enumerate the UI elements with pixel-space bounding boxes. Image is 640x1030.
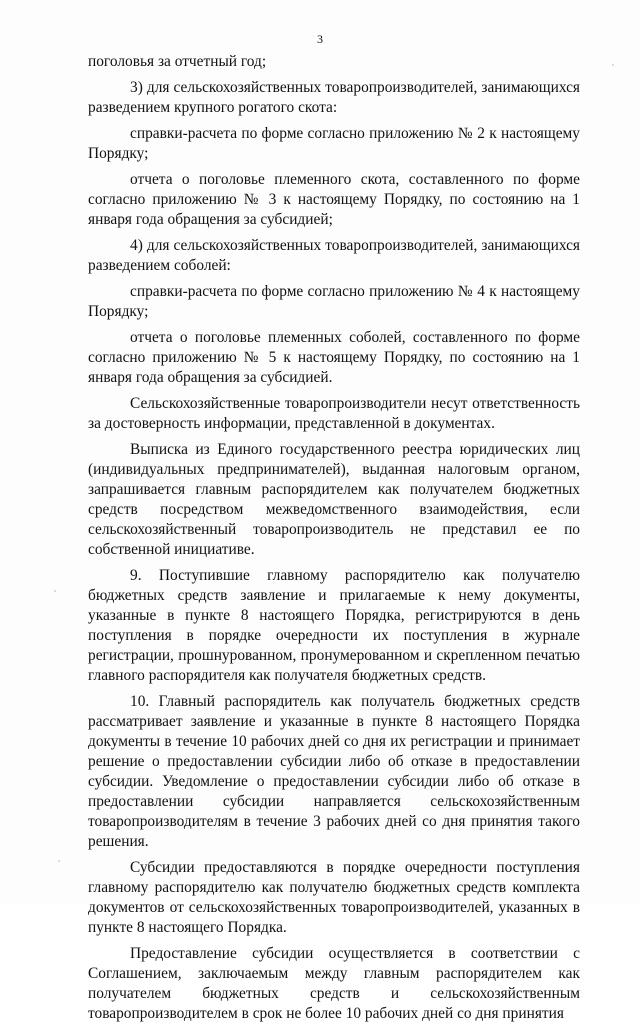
- paragraph: 3) для сельскохозяйственных товаропроизводителей, занимающихся разведением крупного рогатого скота:: [88, 79, 580, 116]
- paragraph: отчета о поголовье племенных соболей, составленного по форме согласно приложению № 5 к настоящему Порядку, по состоянию на 1 января года обращения за субсидией.: [88, 329, 580, 386]
- scan-speck: [54, 590, 56, 592]
- page-number: 3: [317, 32, 323, 46]
- paragraph: Сельскохозяйственные товаропроизводители несут ответственность за достоверность информации, представленной в документах.: [88, 395, 580, 432]
- paragraph: справки-расчета по форме согласно приложению № 2 к настоящему Порядку;: [88, 125, 580, 162]
- paragraph: Субсидии предоставляются в порядке очередности поступления главному распорядителю как получателю бюджетных средств комплекта документов от сельскохозяйственных товаропроизводителей, указанных в пункте 8 настоящего Порядка.: [88, 859, 580, 936]
- paragraph: 10. Главный распорядитель как получатель бюджетных средств рассматривает заявление и указанные в пункте 8 настоящего Порядка документы в течение 10 рабочих дней со дня их регистрации и принимает решение о предоставлении субсидии либо об отказе в предоставлении субсидии. Уведомление о предоставлении субсидии либо об отказе в предоставлении субсидии направляется сельскохозяйственным товаропроизводителям в течение 3 рабочих дней со дня принятия такого решения.: [88, 693, 580, 850]
- paragraph: 9. Поступившие главному распорядителю как получателю бюджетных средств заявление и прилагаемые к нему документы, указанные в пункте 8 настоящего Порядка, регистрируются в день поступления в порядке очередности их поступления в журнале регистрации, прошнурованном, пронумерованном и скрепленном печатью главного распорядителя как получателя бюджетных средств.: [88, 567, 580, 684]
- scan-speck: [58, 860, 60, 862]
- document-body: [88, 52, 580, 1030]
- paragraph: отчета о поголовье племенного скота, составленного по форме согласно приложению № 3 к настоящему Порядку, по состоянию на 1 января года обращения за субсидией;: [88, 171, 580, 228]
- paragraph: Предоставление субсидии осуществляется в соответствии с Соглашением, заключаемым между главным распорядителем как получателем бюджетных средств и сельскохозяйственным товаропроизводителем в срок не более 10 рабочих дней со дня принятия: [88, 945, 580, 1022]
- scan-speck: [612, 64, 614, 66]
- paragraph: Выписка из Единого государственного реестра юридических лиц (индивидуальных предпринимателей), выданная налоговым органом, запрашивается главным распорядителем как получателем бюджетных средств посредством межведомственного взаимодействия, если сельскохозяйственный товаропроизводитель не представил ее по собственной инициативе.: [88, 441, 580, 558]
- paragraph: 4) для сельскохозяйственных товаропроизводителей, занимающихся разведением соболей:: [88, 237, 580, 274]
- paragraph: поголовья за отчетный год;: [88, 53, 267, 70]
- paragraph: справки-расчета по форме согласно приложению № 4 к настоящему Порядку;: [88, 283, 580, 320]
